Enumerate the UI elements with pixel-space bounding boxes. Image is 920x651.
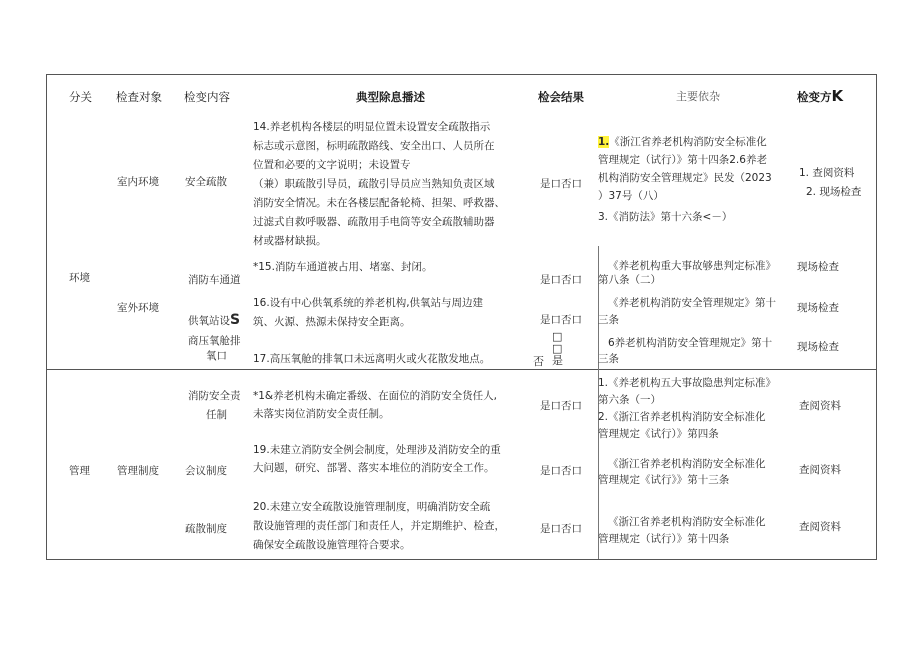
basis-line: [598, 133, 767, 152]
basis-line: 管理规定（试行）》第十四条: [598, 533, 730, 545]
basis-line: 第八条（二）: [598, 274, 661, 286]
header-content: 检变内容: [184, 90, 230, 104]
basis-line: 《浙江省养老机构消防安全标准化: [608, 458, 766, 470]
result-checkbox-17-box-a[interactable]: □: [552, 330, 563, 343]
method-19: 查阅资料: [799, 464, 841, 476]
result-checkbox-20[interactable]: 是口否口: [540, 523, 582, 535]
method-line: 1. 查阅资料: [799, 167, 855, 179]
description-line: 19.未建立消防安全例会制度，处理涉及消防安全的重: [253, 444, 501, 456]
description-line: （兼）职疏散引导员，疏散引导员应当熟知负责区域: [253, 178, 495, 190]
category-management: 管理: [69, 465, 90, 477]
highlighted-number: 1.: [598, 136, 610, 148]
description-line: 20.未建立安全疏散设施管理制度，明确消防安全疏: [253, 501, 491, 513]
result-checkbox-16[interactable]: 是口否口: [540, 314, 582, 326]
content-fire-lane: 消防车通道: [188, 274, 241, 286]
basis-line: 三条: [598, 314, 619, 326]
header-method: [797, 88, 843, 105]
content-safe-evacuation: 安全疏散: [185, 176, 227, 188]
basis-line: 《养老机构消防安全管理规定》第十: [608, 297, 776, 309]
description-line: 筑、火源、热源未保持安全距离。: [253, 316, 411, 328]
category-environment: 环境: [69, 272, 90, 284]
basis-line: 《养老机构重大事故够患判定标准》: [608, 260, 776, 272]
basis-line: 机构消防安全管理规定》民发（2023: [598, 172, 772, 184]
result-checkbox-17-box-b[interactable]: □: [552, 342, 563, 355]
header-method-text: 检变方: [797, 90, 832, 104]
basis-line: 三条: [598, 353, 619, 365]
content-line: 氧口: [206, 350, 227, 362]
basis-line: 3.《消防法》第十六条<－）: [598, 211, 733, 223]
header-category: 分关: [69, 90, 92, 104]
basis-line: 2.《浙江省养老机构消防安全标准化: [598, 411, 766, 423]
description-line: 确保安全疏散设施管理符合要求。: [253, 539, 411, 551]
object-management-system: 管理制度: [117, 465, 159, 477]
description-17: 17.高压氧舱的排氧口未远离明火或火花散发地点。: [253, 353, 491, 365]
result-checkbox-19[interactable]: 是口否口: [540, 465, 582, 477]
content-evacuation-system: 疏散制度: [185, 523, 227, 535]
description-line: 材或器材缺损。: [253, 235, 327, 247]
basis-line: 管理规定《试行》》第十三条: [598, 474, 730, 486]
method-20: 查阅资料: [799, 521, 841, 533]
description-line: 散设施管理的责任部门和责任人，并定期维护、检查，: [253, 520, 505, 532]
method-18: 查阅资料: [799, 400, 841, 412]
description-line: 未落实岗位消防安全责任制。: [253, 408, 390, 420]
object-indoor: 室内环境: [117, 176, 159, 188]
content-line: 消防安全责: [188, 390, 241, 402]
content-meeting-system: 会议制度: [185, 465, 227, 477]
header-method-suffix: K: [831, 87, 844, 105]
basis-line: 1.《养老机构五大事故隐患判定标准》: [598, 377, 777, 389]
description-15: *15.消防车通道被占用、堵塞、封闭。: [253, 261, 433, 273]
table-top-border: [46, 74, 877, 75]
method-line: 2. 现场检查: [806, 186, 862, 198]
content-line: 商压氧舱排: [188, 335, 241, 347]
basis-line: 《浙江省养老机构消防安全标准化: [608, 516, 766, 528]
header-basis: 主要依杂: [676, 90, 720, 103]
section-divider: [46, 369, 877, 370]
description-line: 大问题，研究、部署、落实本堆位的消防安全工作。: [253, 462, 495, 474]
table-right-border: [876, 74, 877, 560]
description-line: 标志或示意图，标明疏散路线、安全出口、人员所在: [253, 140, 495, 152]
description-line: *1&养老机构未确定番级、在面位的消防安全货任人,: [253, 390, 497, 402]
description-line: 过滤式自救呼吸器、疏散用手电筒等安全疏散辅助器: [253, 216, 495, 228]
object-outdoor: 室外环境: [117, 302, 159, 314]
result-checkbox-14[interactable]: 是口否口: [540, 178, 582, 190]
result-checkbox-17-no[interactable]: 否: [533, 355, 544, 368]
table-left-border: [46, 74, 47, 560]
method-17: 现场检查: [797, 341, 839, 353]
method-15: 现场检查: [797, 261, 839, 273]
table-bottom-border: [46, 559, 877, 560]
description-line: 14.养老机构各楼层的明显位置未设置安全疏散指示: [253, 121, 491, 133]
header-description: 典型除息播述: [356, 90, 425, 104]
basis-line: 管理规定（试行）》第十四条2.6养老: [598, 154, 767, 166]
description-line: 消防安全情况。未在各楼层配备轮椅、担架、呼救器、: [253, 197, 505, 209]
content-suffix: S: [230, 312, 241, 328]
basis-text: 《浙江省养老机构消防安全标准化: [609, 136, 767, 148]
header-result: 检会结果: [538, 90, 584, 104]
basis-line: 第六条（一）: [598, 394, 661, 406]
content-text: 供氧站设: [188, 315, 230, 327]
basis-line: 6养老机构消防安全管理规定》第十: [608, 337, 773, 349]
description-line: 16.设有中心供氧系统的养老机构,供氧站与周边建: [253, 297, 484, 309]
basis-line: ）37号（八）: [598, 190, 664, 202]
content-line: 任制: [206, 409, 227, 421]
basis-line: 管理规定《试行）》第四条: [598, 428, 719, 440]
header-object: 检查对象: [116, 90, 162, 104]
method-16: 现场检查: [797, 302, 839, 314]
content-oxygen-station: [188, 311, 240, 331]
result-checkbox-15[interactable]: 是口否口: [540, 274, 582, 286]
description-line: 位置和必要的文字说明；未设置专: [253, 159, 411, 171]
result-checkbox-18[interactable]: 是口否口: [540, 400, 582, 412]
result-checkbox-17-yes[interactable]: 是: [552, 354, 563, 367]
